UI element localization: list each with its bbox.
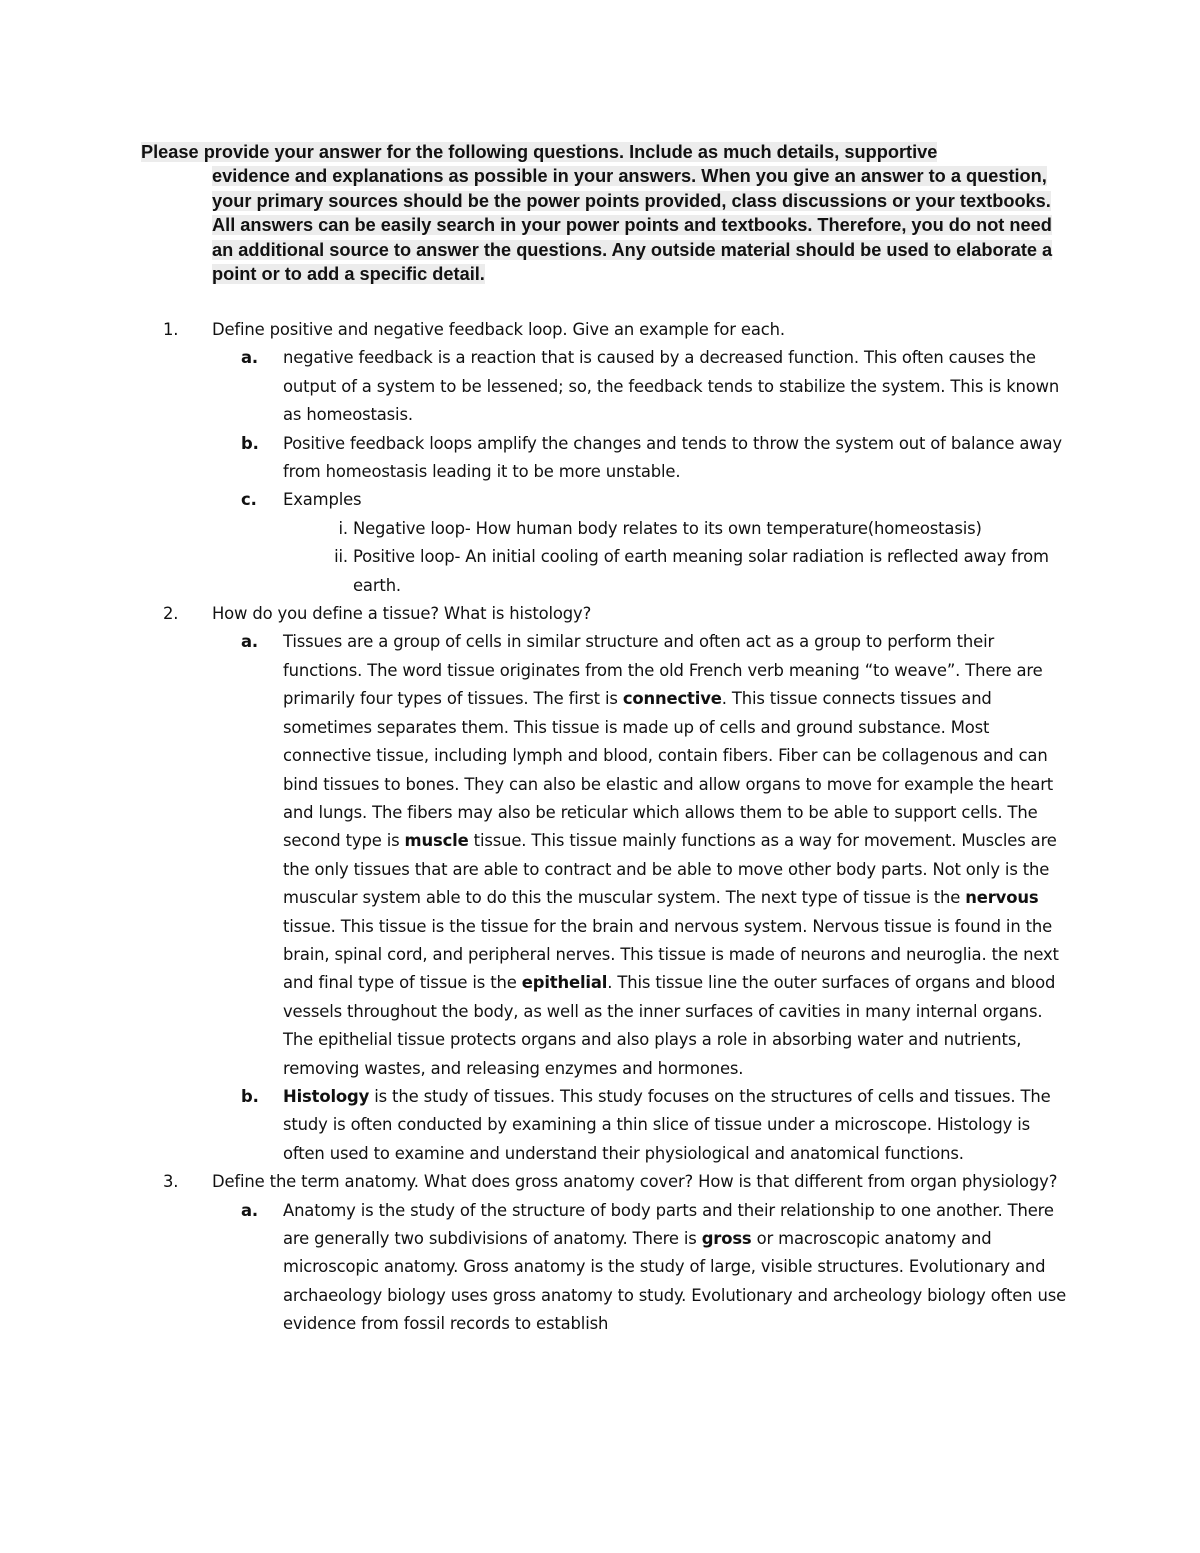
answer-3a bbox=[241, 1197, 1073, 1339]
question-marker: 3. bbox=[163, 1172, 179, 1192]
question-text: Define the term anatomy. What does gross anatomy cover? How is that different from organ physiology? bbox=[212, 1172, 1058, 1192]
tissue-term-epithelial: epithelial bbox=[521, 973, 608, 993]
anatomy-term-gross: gross bbox=[701, 1229, 752, 1248]
tissue-term-nervous: nervous bbox=[965, 888, 1039, 908]
question-marker: 2. bbox=[163, 604, 179, 624]
answer-text: Examples bbox=[283, 490, 362, 510]
answer-text-part: tissue. This tissue is the tissue for the brain and nervous system. Nervous tissue is found in the brain, spinal cord, and peripheral nerves. This tissue is made of neurons and neuroglia. the next and final type of tissue is the bbox=[283, 916, 1059, 993]
answer-1b bbox=[241, 430, 1073, 487]
answer-text: is the study of tissues. This study focuses on the structures of cells and tissues. The study is often conducted by examining a thin slice of tissue under a microscope. Histology is often used to examine and understand their physiological and anatomical functions. bbox=[283, 1086, 1051, 1163]
answer-marker: b. bbox=[241, 433, 259, 453]
answer-2a bbox=[241, 628, 1073, 1083]
answer-text-part: or macroscopic anatomy and microscopic anatomy. Gross anatomy is the study of large, visible structures. Evolutionary and archaeology biology uses gross anatomy to study. Evolutionary and archeology biology often use evidence from fossil records to establish bbox=[283, 1229, 1067, 1334]
answer-text-part: . This tissue connects tissues and sometimes separates them. This tissue is made up of cells and ground substance. Most connective tissue, including lymph and blood, contain fibers. Fiber can be collagenous and can bind tissues to bones. They can also be elastic and allow organs to move for example the heart and lungs. The fibers may also be reticular which allows them to be able to support cells. The second type is bbox=[283, 689, 1054, 851]
answer-text: Positive feedback loops amplify the changes and tends to throw the system out of balance away from homeostasis leading it to be more unstable. bbox=[283, 433, 1062, 482]
answer-text-part: tissue. This tissue mainly functions as a way for movement. Muscles are the only tissues that are able to contract and be able to move other body parts. Not only is the muscular system able to do this the muscular system. The next type of tissue is the bbox=[283, 831, 1057, 908]
answers-list bbox=[0, 316, 1200, 1339]
answer-marker: b. bbox=[241, 1086, 259, 1106]
question-2 bbox=[163, 600, 1062, 628]
tissue-term-connective: connective bbox=[622, 689, 722, 709]
answer-1a bbox=[241, 344, 1073, 429]
tissue-term-muscle: muscle bbox=[404, 831, 469, 851]
example-text: Negative loop- How human body relates to its own temperature(homeostasis) bbox=[353, 518, 982, 538]
instructions-continuation: evidence and explanations as possible in your answers. When you give an answer to a question, your primary sources should be the power points provided, class discussions or your textbooks. All answers can be easily search in your power points and textbooks. Therefore, you do not need an additional source to answer the questions. Any outside material should be used to elaborate a point or to add a specific detail. bbox=[212, 166, 1053, 285]
answer-marker: a. bbox=[241, 632, 258, 652]
answer-1c bbox=[241, 486, 1073, 514]
answer-text: negative feedback is a reaction that is caused by a decreased function. This often causes the output of a system to be lessened; so, the feedback tends to stabilize the system. This is known as homeostasis. bbox=[283, 348, 1060, 425]
answer-marker: c. bbox=[241, 490, 257, 510]
answer-text-part: Anatomy is the study of the structure of body parts and their relationship to one another. There are generally two subdivisions of anatomy. There is bbox=[283, 1200, 1054, 1248]
example-text: Positive loop- An initial cooling of earth meaning solar radiation is reflected away from earth. bbox=[353, 547, 1049, 595]
instructions-first-line: Please provide your answer for the following questions. Include as much details, supportive bbox=[141, 142, 938, 162]
example-marker: ii. bbox=[334, 547, 348, 567]
answer-text-part: Tissues are a group of cells in similar structure and often act as a group to perform their functions. The word tissue originates from the old French verb meaning “to weave”. There are primarily four types of tissues. The first is bbox=[283, 632, 1043, 709]
answer-text-part: . This tissue line the outer surfaces of organs and blood vessels throughout the body, as well as the inner surfaces of cavities in many internal organs. The epithelial tissue protects organs and also plays a role in absorbing water and nutrients, removing wastes, and releasing enzymes and hormones. bbox=[283, 973, 1056, 1078]
question-text: How do you define a tissue? What is histology? bbox=[212, 604, 592, 624]
example-1c-i bbox=[338, 515, 1053, 543]
answer-marker: a. bbox=[241, 348, 258, 368]
histology-term: Histology bbox=[283, 1086, 370, 1106]
answer-marker: a. bbox=[241, 1200, 258, 1220]
example-marker: i. bbox=[338, 518, 348, 538]
question-marker: 1. bbox=[163, 320, 179, 339]
instructions-paragraph bbox=[141, 140, 1071, 286]
question-1 bbox=[163, 316, 1062, 344]
answer-2b bbox=[241, 1083, 1073, 1168]
example-1c-ii bbox=[334, 543, 1053, 600]
question-3 bbox=[163, 1168, 1062, 1196]
question-text: Define positive and negative feedback loop. Give an example for each. bbox=[212, 320, 785, 339]
